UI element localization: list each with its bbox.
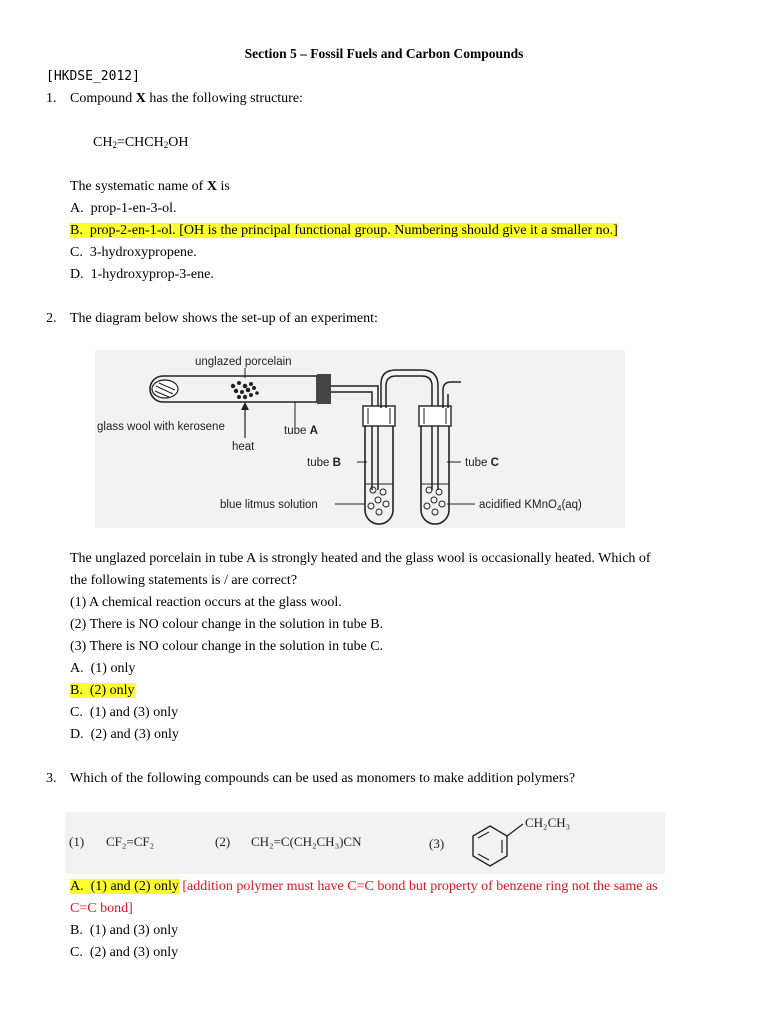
label-kmno4: acidified KMnO$_4$(aq) [479, 499, 582, 513]
porcelain-pieces [231, 381, 259, 399]
q1-stem: Compound X has the following structure: [70, 91, 303, 106]
experiment-diagram [95, 350, 625, 528]
q2-option-b: B. (2) only [70, 683, 135, 698]
q3-number: 3. [46, 771, 57, 786]
q1-option-b: B. prop-2-en-1-ol. [OH is the principal functional group. Numbering should give it a smaller no.] [70, 223, 618, 238]
q2-option-a: A. (1) only [70, 661, 136, 676]
label-heat: heat [232, 441, 255, 453]
q3-option-a: A. (1) and (2) only [addition polymer must have C=C bond but property of benzene ring not the same as [70, 879, 658, 894]
q2-number: 2. [46, 311, 57, 326]
benzene-ring-icon [473, 824, 523, 866]
label-tube-a: tube A [284, 425, 318, 437]
page-title: Section 5 – Fossil Fuels and Carbon Compounds [244, 46, 524, 61]
q1-answer-note: [OH is the principal functional group. Numbering should give it a smaller no.] [179, 223, 618, 238]
source-tag: [HKDSE_2012] [46, 69, 140, 84]
q1-ask: The systematic name of X is [70, 179, 230, 194]
label-glass-wool: glass wool with kerosene [97, 421, 225, 433]
q2-para-2: the following statements is / are correct? [70, 573, 298, 588]
monomer-1-number: (1) [69, 834, 85, 849]
q1-option-a: A. prop-1-en-3-ol. [70, 201, 177, 216]
q1-formula: $CH_2=CHCH_2OH$ [93, 135, 189, 150]
label-unglazed-porcelain: unglazed porcelain [195, 356, 292, 368]
q2-para-1: The unglazed porcelain in tube A is strongly heated and the glass wool is occasionally heated. Which of [70, 551, 651, 566]
monomer-3-number: (3) [429, 836, 445, 851]
q3-stem: Which of the following compounds can be used as monomers to make addition polymers? [70, 771, 576, 786]
q1-number: 1. [46, 91, 57, 106]
q3-option-c: C. (2) and (3) only [70, 945, 179, 960]
q2-option-d: D. (2) and (3) only [70, 727, 179, 742]
q2-option-c: C. (1) and (3) only [70, 705, 179, 720]
q1-option-c: C. 3-hydroxypropene. [70, 245, 197, 260]
q2-statement-1: (1) A chemical reaction occurs at the glass wool. [70, 595, 342, 610]
monomer-3-substituent: CH₂CH₃ [525, 815, 571, 830]
label-tube-c: tube C [465, 457, 499, 469]
q2-stem: The diagram below shows the set-up of an experiment: [70, 311, 378, 326]
monomer-1-formula: CF₂=CF₂ [106, 834, 155, 849]
monomer-2-formula: CH₂=C(CH₂CH₃)CN [251, 834, 362, 849]
q3-answer-note: [addition polymer must have C=C bond but property of benzene ring not the same as [182, 879, 658, 894]
q1-option-d: D. 1-hydroxyprop-3-ene. [70, 267, 214, 282]
q3-option-b: B. (1) and (3) only [70, 923, 179, 938]
label-blue-litmus: blue litmus solution [220, 499, 318, 511]
monomer-structures [65, 812, 665, 874]
label-tube-b: tube B [307, 457, 341, 469]
q2-statement-3: (3) There is NO colour change in the solution in tube C. [70, 639, 384, 654]
q3-answer-note-cont: C=C bond] [70, 901, 133, 916]
q2-statement-2: (2) There is NO colour change in the solution in tube B. [70, 617, 384, 632]
monomer-2-number: (2) [215, 834, 231, 849]
